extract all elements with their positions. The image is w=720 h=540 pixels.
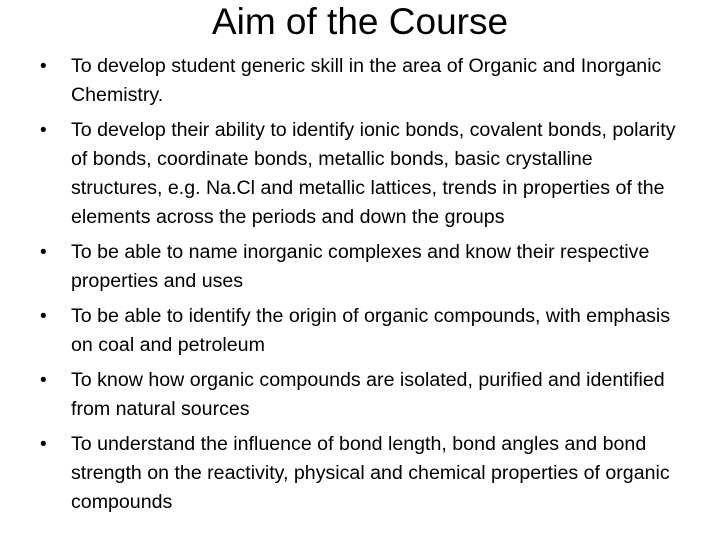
bullet-icon: •: [40, 120, 47, 141]
bullet-icon: •: [40, 370, 47, 391]
list-item: [40, 430, 680, 517]
bullet-icon: •: [40, 434, 47, 455]
list-item-text: To be able to name inorganic complexes and know their respective properties and uses: [71, 241, 650, 292]
list-item: [40, 52, 680, 110]
list-item-text: To develop student generic skill in the area of Organic and Inorganic Chemistry.: [71, 55, 662, 106]
list-item-text: To understand the influence of bond length, bond angles and bond strength on the reactivity, physical and chemical properties of organic compounds: [71, 433, 670, 513]
list-item-text: To know how organic compounds are isolated, purified and identified from natural sources: [71, 369, 665, 420]
bullet-icon: •: [40, 242, 47, 263]
list-item-text: To be able to identify the origin of organic compounds, with emphasis on coal and petroleum: [71, 305, 671, 356]
list-item: [40, 302, 680, 360]
list-item-text: To develop their ability to identify ionic bonds, covalent bonds, polarity of bonds, coordinate bonds, metallic bonds, basic crystalline structures, e.g. Na.Cl and metallic lattices, trends in properties of the elements across the periods and down the groups: [71, 119, 676, 228]
list-item: [40, 238, 680, 296]
bullet-list: [40, 52, 680, 523]
bullet-icon: •: [40, 306, 47, 327]
bullet-icon: •: [40, 56, 47, 77]
list-item: [40, 116, 680, 232]
slide-title: Aim of the Course: [211, 1, 509, 42]
list-item: [40, 366, 680, 424]
